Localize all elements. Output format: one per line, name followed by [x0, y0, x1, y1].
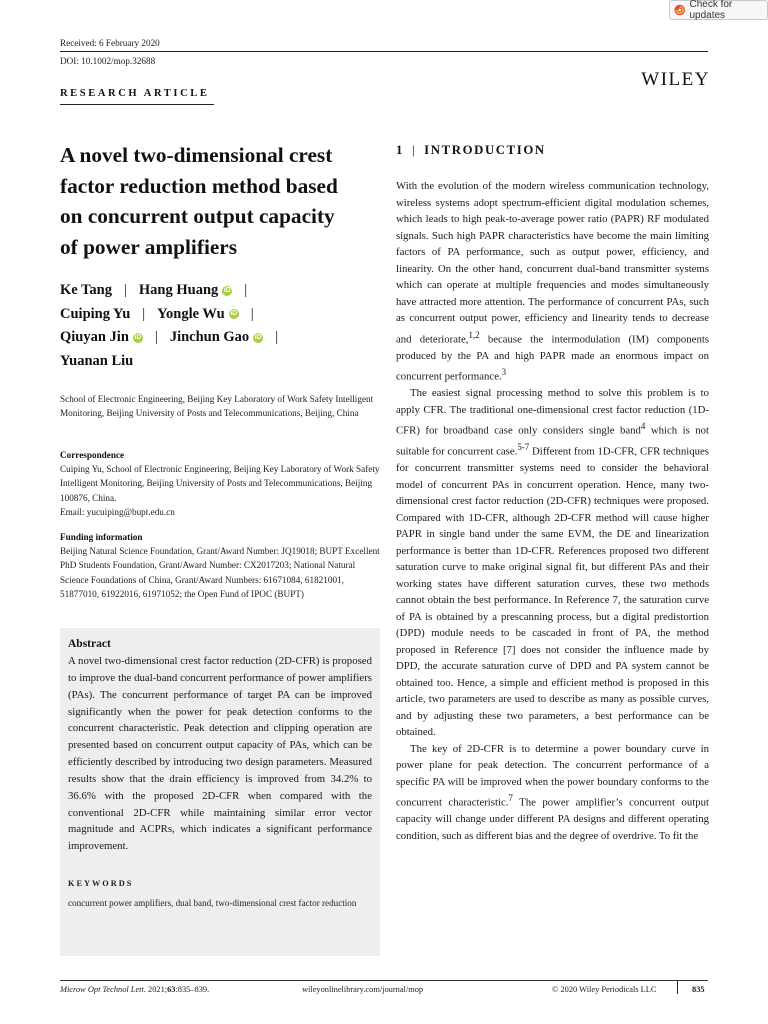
- publisher-logo: WILEY: [641, 69, 710, 90]
- section-number: 1: [396, 143, 404, 157]
- doi: DOI: 10.1002/mop.32688: [60, 56, 156, 66]
- citation-volume: 63: [167, 985, 176, 994]
- correspondence-block: [60, 448, 380, 519]
- correspondence-text: Cuiping Yu, School of Electronic Engineering, Beijing Key Laboratory of Work Safety Intelligent Monitoring, Beijing University of Posts and Telecommunications, Beijing 100876, China.: [60, 464, 380, 503]
- section-heading: [396, 143, 546, 158]
- header-divider: [60, 51, 708, 52]
- paragraph-text: because the intermodulation (IM) components produced by the PA and high PAPR made an enormous impact on concurrent performance.: [396, 333, 709, 383]
- citation-ref[interactable]: 3: [501, 367, 507, 378]
- intro-paragraph: [396, 741, 709, 845]
- article-title: [60, 140, 380, 262]
- journal-name: Microw Opt Technol Lett.: [60, 985, 146, 994]
- journal-url[interactable]: wileyonlinelibrary.com/journal/mop: [302, 985, 424, 994]
- paragraph-text: The power amplifier’s concurrent output capacity will change under different PA designs and different operating condition, such as different bias and the degree of overdrive. To fit the: [396, 796, 709, 842]
- citation-ref[interactable]: 5-7: [517, 442, 530, 453]
- author-line: [60, 326, 380, 350]
- orcid-icon[interactable]: iD: [134, 333, 142, 341]
- introduction-body: [396, 178, 709, 844]
- copyright: © 2020 Wiley Periodicals LLC: [552, 985, 657, 994]
- article-type-underline: [60, 104, 214, 105]
- citation-ref[interactable]: 4: [640, 421, 646, 432]
- author-line: [60, 279, 380, 303]
- citation-pages: :835–839.: [175, 985, 210, 994]
- title-line: factor reduction method based: [60, 173, 338, 198]
- abstract-box: [60, 628, 380, 956]
- author-list: [60, 279, 380, 373]
- abstract-heading: Abstract: [68, 638, 111, 650]
- title-line: A novel two-dimensional crest: [60, 143, 333, 167]
- funding-heading: Funding information: [60, 532, 143, 542]
- author-line: [60, 350, 380, 374]
- author-separator: |: [275, 329, 279, 346]
- article-type: RESEARCH ARTICLE: [60, 88, 210, 99]
- orcid-icon[interactable]: iD: [254, 333, 262, 341]
- intro-paragraph: [396, 385, 709, 741]
- footer-divider: [60, 980, 708, 981]
- title-line: of power amplifiers: [60, 234, 238, 259]
- check-for-updates-button[interactable]: [669, 0, 768, 20]
- keywords-text: concurrent power amplifiers, dual band, two-dimensional crest factor reduction: [68, 898, 357, 909]
- funding-text: Beijing Natural Science Foundation, Grant/Award Number: JQ19018; BUPT Excellent PhD Students Foundation, Grant/Award Number: CX2017203; National Natural Science Foundations of China, Grant/Award Numbers: 61671084, 61821001, 51877010, 61922016, 61971052; the Open Fund of IPOC (BUPT): [60, 546, 380, 599]
- correspondence-heading: Correspondence: [60, 450, 125, 460]
- keywords-heading: KEYWORDS: [68, 879, 134, 889]
- paragraph-text: With the evolution of the modern wireless communication technology, wireless systems adopt spectrum-efficient digital modulation schemes, which leads to high peak-to-average power ratio (PAPR) RF modulated signals. Such high PAPR characteristics have become the main limiting factors of PA performance, such as output power, efficiency, and linearity. On the other hand, concurrent dual-band transmitter systems which can operate at multiple frequencies and modes simultaneously have attracted more attention. The performance of concurrent PAs, such as concurrent output power, efficiency and linearity tends to decrease and deteriorate,: [396, 180, 709, 346]
- section-title: INTRODUCTION: [424, 143, 546, 157]
- orcid-icon[interactable]: iD: [223, 286, 231, 294]
- paragraph-text: Different from 1D-CFR, CFR techniques for concurrent transmitter systems need to consider the behavioral model of concurrent PAs in concurrent operation. Hence, many two-dimensional crest factor reduction (2D-CFR) techniques were proposed. Compared with 1D-CFR, although 2D-CFR method will cause higher PAPR in single band under the same EVM, the DE and linearization performance is better than 1D-CFR. References proposed two different saturation curve to make original signal fit, but different PAs and their working states have different saturation curves, these two methods cannot obtain the best performance. In Reference 7, the saturation curve of PA is obtained by a prescanning process, but a digital predistortion (DPD) module needs to be cascaded in front of PA, the method proposed in Reference [7] does not consider the influence made by DPD, the accurate saturation curve of DPD and PA system cannot be obtained too. Hence, a simple and efficient method is proposed in this article, two parameters are used to describe as many as possible curves, and by adjusting these two parameters, a best performance can be obtained.: [396, 445, 709, 739]
- author-name: Cuiping Yu: [60, 305, 131, 322]
- author-name: Qiuyan Jin: [60, 329, 129, 346]
- author-name: Yuanan Liu: [60, 352, 134, 369]
- author-separator: |: [244, 282, 248, 298]
- orcid-icon[interactable]: iD: [230, 310, 238, 318]
- citation-ref[interactable]: 1,2: [468, 329, 480, 340]
- title-line: on concurrent output capacity: [60, 204, 335, 229]
- footer-citation: [60, 985, 209, 994]
- paragraph-text: The easiest signal processing method to solve this problem is to apply CFR. The traditional one-dimensional crest factor reduction (1D-CFR) for broadband case only considers single band: [396, 387, 709, 437]
- author-separator: |: [142, 305, 146, 322]
- funding-block: [60, 530, 380, 601]
- author-name: Yongle Wu: [157, 305, 225, 322]
- received-date: Received: 6 February 2020: [60, 38, 160, 48]
- abstract-text: A novel two-dimensional crest factor reduction (2D-CFR) is proposed to improve the dual-band concurrent performance of power amplifiers (PAs). The concurrent performance of target PA can be improved significantly when the power for peak detection conforms to the concurrent characteristic. Peak detection and clipping operation are presented based on concurrent output capacity of PAs, which can be efficiently described by introducing two design parameters. Measured results show that the drain efficiency is improved from 34.2% to 36.6% with the proposed 2D-CFR when compared with the conventional 2D-CFR while maintaining similar error vector magnitude and ACPRs, which indicates a significant performance improvement.: [68, 655, 372, 853]
- affiliation: School of Electronic Engineering, Beijing Key Laboratory of Work Safety Intelligent Monitoring, Beijing University of Posts and Telecommunications, Beijing, China: [60, 394, 374, 419]
- author-separator: |: [123, 282, 127, 298]
- author-separator: |: [154, 329, 158, 346]
- page-number: 835: [692, 985, 705, 994]
- check-for-updates-icon: [674, 4, 685, 16]
- correspondence-email[interactable]: Email: yucuiping@bupt.edu.cn: [60, 506, 175, 517]
- author-name: Ke Tang: [60, 282, 112, 298]
- author-name: Hang Huang: [138, 282, 219, 298]
- author-name: Jinchun Gao: [169, 329, 250, 346]
- section-separator: |: [412, 143, 417, 157]
- paragraph-text: The key of 2D-CFR is to determine a power boundary curve in power plane for peak detection. The concurrent performance of a specific PA will be improved when the power boundary conforms to the concurrent characteristic.: [396, 742, 709, 809]
- author-line: [60, 303, 380, 327]
- author-separator: |: [250, 305, 254, 322]
- intro-paragraph: [396, 178, 709, 385]
- citation-year: 2021;: [145, 985, 168, 994]
- citation-ref[interactable]: 7: [508, 793, 513, 804]
- paragraph-text: which is not suitable for concurrent case.: [396, 424, 709, 458]
- footer-separator-bar: [677, 981, 678, 994]
- check-for-updates-label: Check for updates: [689, 0, 733, 21]
